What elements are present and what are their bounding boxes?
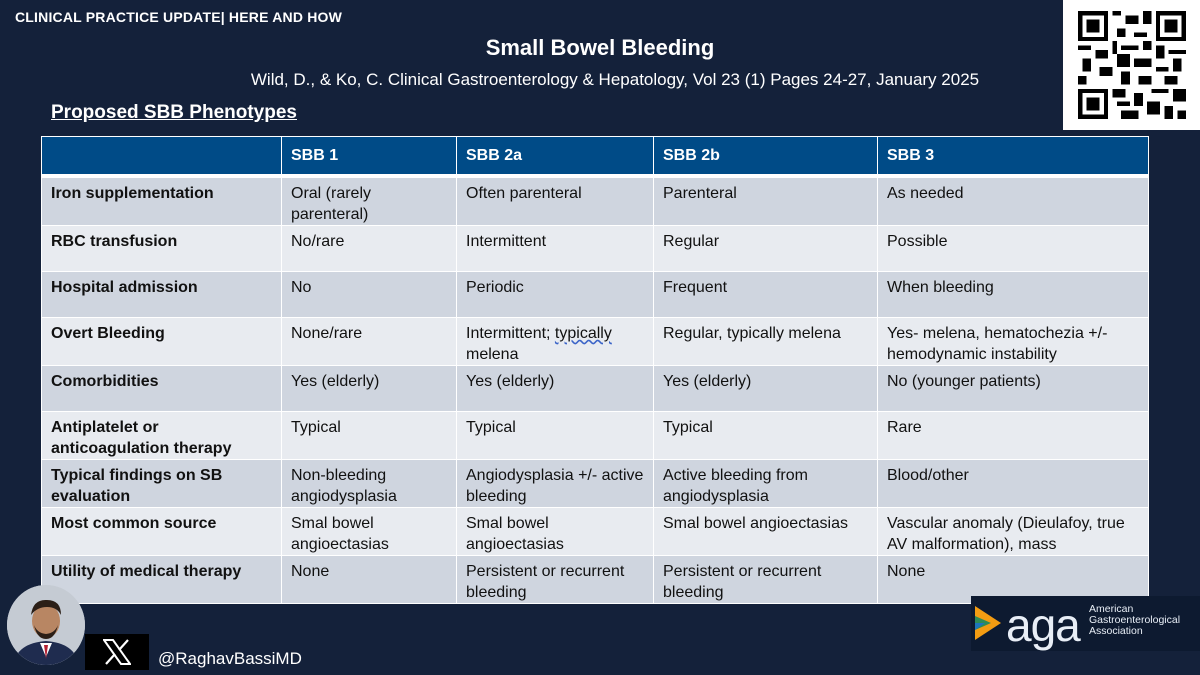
table-cell: Active bleeding from angiodysplasia <box>654 460 878 508</box>
table-row <box>42 412 1149 460</box>
table-cell: Typical <box>654 412 878 460</box>
table-cell: Oral (rarely parenteral) <box>282 176 457 226</box>
table-cell: Rare <box>878 412 1149 460</box>
row-label: Hospital admission <box>42 272 282 318</box>
table-cell: Typical <box>282 412 457 460</box>
table-cell: Yes (elderly) <box>457 366 654 412</box>
table-row <box>42 508 1149 556</box>
table-cell: None <box>282 556 457 604</box>
citation: Wild, D., & Ko, C. Clinical Gastroenterology & Hepatology, Vol 23 (1) Pages 24-27, January 2025 <box>250 70 980 89</box>
aga-name <box>1089 604 1180 637</box>
table-row <box>42 176 1149 226</box>
table-cell: Typical <box>457 412 654 460</box>
column-header: SBB 2a <box>457 137 654 177</box>
table-cell: Smal bowel angioectasias <box>654 508 878 556</box>
table-cell: Smal bowel angioectasias <box>282 508 457 556</box>
column-header <box>42 137 282 177</box>
table-cell: Persistent or recurrent bleeding <box>654 556 878 604</box>
table-row <box>42 272 1149 318</box>
table-cell: Possible <box>878 226 1149 272</box>
page-title: Small Bowel Bleeding <box>485 35 715 60</box>
table-cell: When bleeding <box>878 272 1149 318</box>
table-cell: Blood/other <box>878 460 1149 508</box>
row-label: Iron supplementation <box>42 176 282 226</box>
section-title: Proposed SBB Phenotypes <box>51 102 297 123</box>
table-header-row <box>42 137 1149 177</box>
table-cell: No/rare <box>282 226 457 272</box>
aga-name-line: Gastroenterological <box>1089 614 1181 626</box>
table-row <box>42 460 1149 508</box>
table-cell: Persistent or recurrent bleeding <box>457 556 654 604</box>
aga-wordmark: aga <box>1006 599 1080 651</box>
table-cell: Yes (elderly) <box>654 366 878 412</box>
row-label: Overt Bleeding <box>42 318 282 366</box>
header-tag: CLINICAL PRACTICE UPDATE| HERE AND HOW <box>15 9 343 25</box>
table-row <box>42 366 1149 412</box>
row-label: Comorbidities <box>42 366 282 412</box>
table-cell: No (younger patients) <box>878 366 1149 412</box>
phenotype-table <box>41 136 1149 604</box>
table-cell: Smal bowel angioectasias <box>457 508 654 556</box>
x-logo-icon[interactable] <box>85 634 149 670</box>
table-cell: Frequent <box>654 272 878 318</box>
avatar-photo <box>7 585 85 665</box>
row-label: Most common source <box>42 508 282 556</box>
table-cell: As needed <box>878 176 1149 226</box>
row-label: Antiplatelet or anticoagulation therapy <box>42 412 282 460</box>
row-label: RBC transfusion <box>42 226 282 272</box>
table-cell: Intermittent <box>457 226 654 272</box>
table-cell: None <box>878 556 1149 604</box>
table-cell: Yes- melena, hematochezia +/- hemodynamic instability <box>878 318 1149 366</box>
table-row <box>42 318 1149 366</box>
table-cell: Yes (elderly) <box>282 366 457 412</box>
table-cell: Vascular anomaly (Dieulafoy, true AV malformation), mass <box>878 508 1149 556</box>
table-cell: No <box>282 272 457 318</box>
table-cell: Regular, typically melena <box>654 318 878 366</box>
table-cell: Angiodysplasia +/- active bleeding <box>457 460 654 508</box>
table-cell: Intermittent; typically melena <box>457 318 654 366</box>
row-label: Utility of medical therapy <box>42 556 282 604</box>
aga-name-line: American <box>1089 603 1134 615</box>
table-cell: Often parenteral <box>457 176 654 226</box>
column-header: SBB 3 <box>878 137 1149 177</box>
column-header: SBB 2b <box>654 137 878 177</box>
row-label: Typical findings on SB evaluation <box>42 460 282 508</box>
table-row <box>42 226 1149 272</box>
aga-name-line: Association <box>1089 625 1143 637</box>
aga-logo-icon <box>971 596 1200 651</box>
table-cell: Periodic <box>457 272 654 318</box>
twitter-handle[interactable]: @RaghavBassiMD <box>158 649 302 668</box>
qr-code-icon[interactable] <box>1063 0 1200 130</box>
table-cell: None/rare <box>282 318 457 366</box>
table-cell: Non-bleeding angiodysplasia <box>282 460 457 508</box>
column-header: SBB 1 <box>282 137 457 177</box>
table-cell: Regular <box>654 226 878 272</box>
table-cell: Parenteral <box>654 176 878 226</box>
